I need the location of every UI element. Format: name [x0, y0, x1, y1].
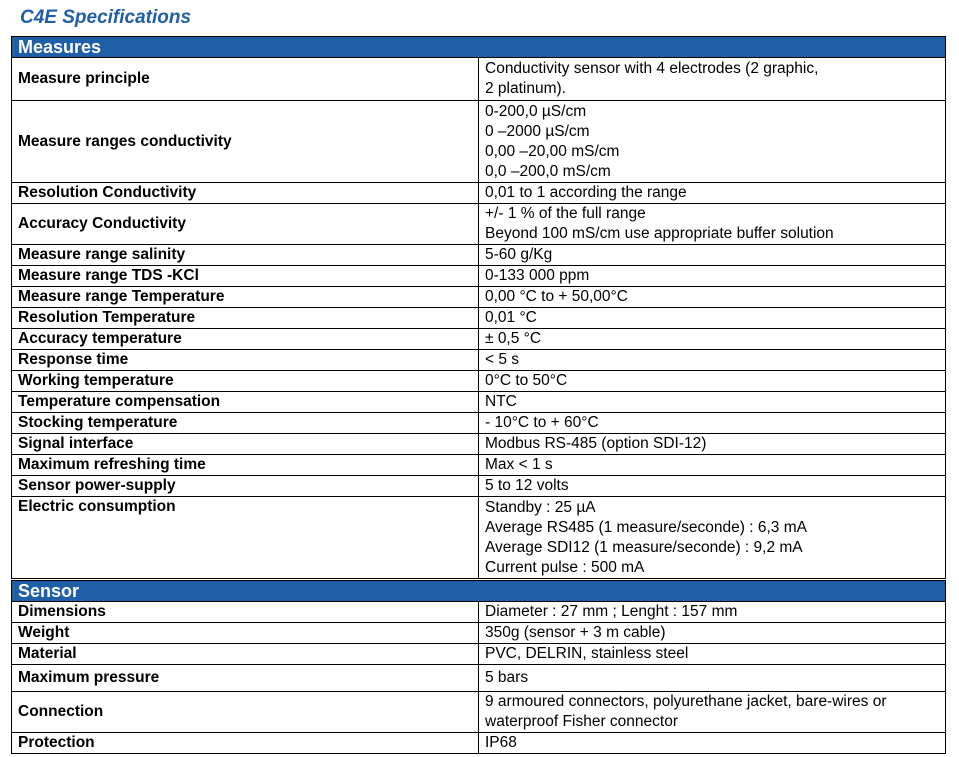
table-row: [12, 329, 946, 350]
spec-value-line: 9 armoured connectors, polyurethane jacket, bare-wires or: [485, 693, 887, 710]
spec-value-line: Average RS485 (1 measure/seconde) : 6,3 mA: [485, 518, 807, 536]
spec-label-accuracy-conductivity: Accuracy Conductivity: [12, 204, 479, 245]
spec-label-resolution-conductivity: Resolution Conductivity: [12, 183, 479, 204]
table-row: [12, 644, 946, 665]
spec-label-maximum-refreshing-time: Maximum refreshing time: [12, 455, 479, 476]
measures-header: Measures: [12, 37, 946, 58]
spec-value-measure-range-salinity: [479, 245, 946, 266]
spec-value-line: Beyond 100 mS/cm use appropriate buffer solution: [485, 225, 834, 242]
spec-label-measure-principle: Measure principle: [12, 58, 479, 101]
spec-value-line: - 10°C to + 60°C: [485, 414, 599, 431]
spec-value-accuracy-temperature: [479, 329, 946, 350]
spec-value-line: 0,0 –200,0 mS/cm: [485, 162, 611, 180]
spec-value-measure-ranges-conductivity: [479, 101, 946, 183]
table-row: [12, 266, 946, 287]
spec-value-protection: [479, 733, 946, 754]
spec-value-measure-range-temperature: [479, 287, 946, 308]
spec-value-line: Modbus RS-485 (option SDI-12): [485, 435, 707, 452]
table-row: [12, 350, 946, 371]
spec-value-temperature-compensation: [479, 392, 946, 413]
spec-value-sensor-power-supply: [479, 476, 946, 497]
table-row: [12, 101, 946, 183]
spec-value-line: 0-200,0 µS/cm: [485, 102, 587, 120]
spec-label-temperature-compensation: Temperature compensation: [12, 392, 479, 413]
spec-value-line: Standby : 25 µA: [485, 498, 596, 516]
spec-label-measure-range-salinity: Measure range salinity: [12, 245, 479, 266]
spec-value-line: Diameter : 27 mm ; Lenght : 157 mm: [485, 603, 738, 620]
spec-value-line: 0,01 °C: [485, 309, 537, 326]
spec-value-measure-principle: [479, 58, 946, 101]
spec-label-maximum-pressure: Maximum pressure: [12, 665, 479, 692]
table-row: [12, 497, 946, 579]
spec-value-line: NTC: [485, 393, 517, 410]
spec-label-protection: Protection: [12, 733, 479, 754]
table-row: [12, 623, 946, 644]
spec-label-measure-range-tds-kcl: Measure range TDS -KCl: [12, 266, 479, 287]
spec-value-line: 0,01 to 1 according the range: [485, 184, 687, 201]
spec-label-measure-ranges-conductivity: Measure ranges conductivity: [12, 101, 479, 183]
spec-value-electric-consumption: [479, 497, 946, 579]
sensor-header-row: [12, 581, 946, 602]
spec-value-line: Max < 1 s: [485, 456, 553, 473]
spec-value-connection: [479, 692, 946, 733]
spec-label-connection: Connection: [12, 692, 479, 733]
spec-value-line: ± 0,5 °C: [485, 330, 542, 347]
spec-value-line: 0°C to 50°C: [485, 372, 568, 389]
spec-value-line: PVC, DELRIN, stainless steel: [485, 645, 689, 662]
spec-label-sensor-power-supply: Sensor power-supply: [12, 476, 479, 497]
spec-value-response-time: [479, 350, 946, 371]
spec-value-line: 0-133 000 ppm: [485, 267, 590, 284]
table-row: [12, 665, 946, 692]
spec-value-material: [479, 644, 946, 665]
spec-value-dimensions: [479, 602, 946, 623]
spec-label-dimensions: Dimensions: [12, 602, 479, 623]
spec-value-line: 5 to 12 volts: [485, 477, 569, 494]
spec-value-maximum-refreshing-time: [479, 455, 946, 476]
table-row: [12, 245, 946, 266]
spec-label-material: Material: [12, 644, 479, 665]
table-row: [12, 434, 946, 455]
spec-label-electric-consumption: Electric consumption: [12, 497, 479, 579]
spec-value-line: 350g (sensor + 3 m cable): [485, 624, 666, 641]
table-row: [12, 733, 946, 754]
spec-value-maximum-pressure: [479, 665, 946, 692]
table-row: [12, 308, 946, 329]
spec-value-line: 5 bars: [485, 669, 529, 686]
spec-value-line: waterproof Fisher connector: [485, 713, 678, 730]
spec-label-measure-range-temperature: Measure range Temperature: [12, 287, 479, 308]
table-row: [12, 413, 946, 434]
spec-value-line: 0 –2000 µS/cm: [485, 122, 590, 140]
spec-value-line: Average SDI12 (1 measure/seconde) : 9,2 mA: [485, 538, 803, 556]
spec-label-working-temperature: Working temperature: [12, 371, 479, 392]
table-row: [12, 476, 946, 497]
spec-value-resolution-conductivity: [479, 183, 946, 204]
table-row: [12, 287, 946, 308]
table-row: [12, 183, 946, 204]
spec-label-signal-interface: Signal interface: [12, 434, 479, 455]
table-row: [12, 204, 946, 245]
spec-label-stocking-temperature: Stocking temperature: [12, 413, 479, 434]
table-row: [12, 371, 946, 392]
spec-value-line: 2 platinum).: [485, 80, 566, 97]
measures-table: [11, 36, 946, 579]
measures-header-row: [12, 37, 946, 58]
spec-label-resolution-temperature: Resolution Temperature: [12, 308, 479, 329]
spec-value-accuracy-conductivity: [479, 204, 946, 245]
page-title: C4E Specifications: [20, 7, 192, 28]
spec-value-line: < 5 s: [485, 351, 520, 368]
spec-value-line: 5-60 g/Kg: [485, 246, 553, 263]
table-row: [12, 455, 946, 476]
spec-value-line: Conductivity sensor with 4 electrodes (2 graphic,: [485, 60, 819, 77]
spec-label-accuracy-temperature: Accuracy temperature: [12, 329, 479, 350]
spec-label-response-time: Response time: [12, 350, 479, 371]
spec-value-signal-interface: [479, 434, 946, 455]
spec-value-line: +/- 1 % of the full range: [485, 205, 646, 222]
spec-value-line: IP68: [485, 734, 517, 751]
spec-value-measure-range-tds-kcl: [479, 266, 946, 287]
table-row: [12, 602, 946, 623]
table-row: [12, 58, 946, 101]
spec-value-resolution-temperature: [479, 308, 946, 329]
spec-value-line: Current pulse : 500 mA: [485, 558, 645, 576]
sensor-table: [11, 580, 946, 754]
spec-label-weight: Weight: [12, 623, 479, 644]
sensor-header: Sensor: [12, 581, 946, 602]
spec-value-line: 0,00 –20,00 mS/cm: [485, 142, 620, 160]
spec-value-line: 0,00 °C to + 50,00°C: [485, 288, 628, 305]
table-row: [12, 692, 946, 733]
spec-value-stocking-temperature: [479, 413, 946, 434]
spec-value-working-temperature: [479, 371, 946, 392]
table-row: [12, 392, 946, 413]
spec-value-weight: [479, 623, 946, 644]
